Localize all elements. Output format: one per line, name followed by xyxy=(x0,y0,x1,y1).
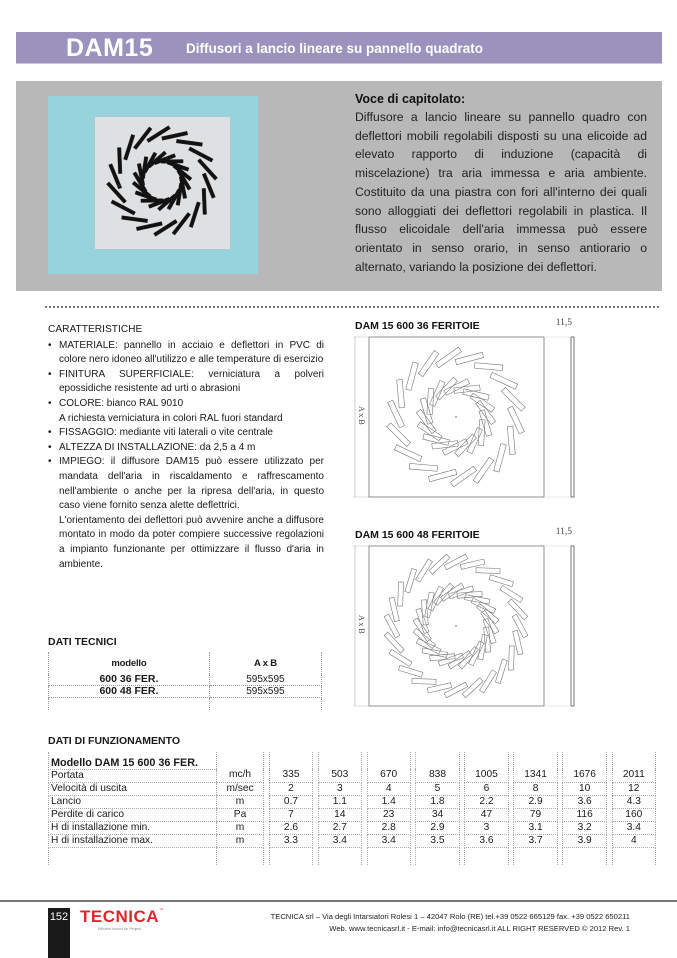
value-cell: 160 xyxy=(612,808,655,821)
deflector-slot xyxy=(495,659,507,683)
deflector-slot xyxy=(430,380,445,406)
value-cell: 3.5 xyxy=(416,834,459,847)
technical-drawing xyxy=(351,336,581,516)
func-data-title: DATI DI FUNZIONAMENTO xyxy=(48,735,181,747)
deflector-slot xyxy=(467,427,482,453)
value-cell: 5 xyxy=(416,782,459,795)
table-row xyxy=(49,821,656,834)
value-cell: 1.1 xyxy=(318,795,361,808)
row-label: H di installazione max. xyxy=(49,834,217,847)
feature-item: • IMPIEGO: il diffusore DAM15 può essere utilizzato per mandata dell'aria in riscaldamento e raffrescamento nell'ambiente o anche per la ripresa dell'aria, in questo caso viene fornito senza alette deflettrici. xyxy=(48,455,324,513)
deflector-slot xyxy=(398,665,422,677)
value-cell: 4 xyxy=(612,834,655,847)
value-cell: 7 xyxy=(269,808,312,821)
value-cell: 3.2 xyxy=(563,821,606,834)
table-row xyxy=(49,795,656,808)
value-cell: 3.4 xyxy=(612,821,655,834)
center-point xyxy=(455,625,457,627)
deflector-slot xyxy=(416,409,436,433)
deflector-slot xyxy=(406,362,419,390)
deflector-slot xyxy=(121,216,147,223)
value-cell: 335 xyxy=(269,769,312,782)
feature-item: • COLORE: bianco RAL 9010 xyxy=(48,397,324,412)
feature-item: • FINITURA SUPERFICIALE: verniciatura a polveri epossidiche resistente ad urti o abrasioni xyxy=(48,368,324,397)
value-cell: 2.8 xyxy=(367,821,410,834)
deflector-slot xyxy=(508,646,514,670)
table-row xyxy=(49,674,322,686)
deflector-slot xyxy=(427,388,434,414)
features-section xyxy=(48,323,324,572)
spec-box xyxy=(355,92,647,276)
address-line: TECNICA srl – Via degli Intarsiatori Rolesi 1 – 42047 Rolo (RE) tel.+39 0522 665129 fax. +39 0522 650211 xyxy=(270,912,630,921)
title-bar xyxy=(16,32,662,64)
feature-note: L'orientamento dei deflettori può avvenire anche a diffusore montato in modo da poter compiere successive regolazioni a impianto funzionante per ottimizzare il flusso d'aria in ambiente. xyxy=(59,514,324,570)
value-cell: 670 xyxy=(367,769,410,782)
value-cell: 3.7 xyxy=(514,834,557,847)
section-divider xyxy=(45,306,659,308)
deflector-slot xyxy=(136,222,162,231)
center-point xyxy=(455,416,457,418)
value-cell: 3.6 xyxy=(563,795,606,808)
value-cell: 2 xyxy=(269,782,312,795)
feature-note: A richiesta verniciatura in colori RAL fuori standard xyxy=(59,412,283,424)
value-cell: 1676 xyxy=(563,769,606,782)
deflector-slot xyxy=(162,131,188,140)
deflector-slot xyxy=(448,651,471,669)
table-row xyxy=(49,686,322,698)
value-cell: 116 xyxy=(563,808,606,821)
value-cell: 2.2 xyxy=(465,795,508,808)
unit-cell: m xyxy=(216,821,263,834)
table-row xyxy=(49,834,656,847)
value-cell: 2.6 xyxy=(269,821,312,834)
value-cell: 1.4 xyxy=(367,795,410,808)
unit-cell: m/sec xyxy=(216,782,263,795)
diffuser-panel-image xyxy=(95,117,230,249)
deflector-slot xyxy=(412,678,436,684)
footer-divider xyxy=(0,900,677,902)
spec-text: Diffusore a lancio lineare su pannello quadro con deflettori mobili regolabili disposti su una elicoide ad elevato rapporto di induzione (capacità di miscelazione) tra aria immessa e aria ambiente. Costituito da una piastra con fori all'interno dei quali sono alloggiati dei deflettori regolabili in plastica. Il flusso elicoidale dell'aria immessa può essere orientato in senso orario, in senso antiorario o alternato, variando la posizione dei deflettori. xyxy=(355,110,647,274)
deflector-slot xyxy=(512,614,528,638)
value-cell: 3.4 xyxy=(367,834,410,847)
row-label: Lancio xyxy=(49,795,217,808)
value-cell: 8 xyxy=(514,782,557,795)
row-label: Perdite di carico xyxy=(49,808,217,821)
technical-drawing xyxy=(351,545,581,725)
features-list xyxy=(48,339,324,573)
dimension-cell: 595x595 xyxy=(209,686,321,698)
table-row xyxy=(49,782,656,795)
deflector-slot xyxy=(413,618,431,641)
hero-section xyxy=(16,81,662,291)
deflector-slot xyxy=(474,363,502,371)
column-header: modello xyxy=(49,652,210,674)
model-label: Modello DAM 15 600 36 FER. xyxy=(49,752,217,769)
logo-text: TECNICA xyxy=(80,907,160,926)
func-data-table xyxy=(48,752,656,865)
deflector-slot xyxy=(476,400,496,424)
deflector-slot xyxy=(384,614,400,638)
value-cell: 1005 xyxy=(465,769,508,782)
value-cell: 10 xyxy=(563,782,606,795)
value-cell: 3.6 xyxy=(465,834,508,847)
diffuser-photo-illustration xyxy=(95,117,230,249)
deflector-slot xyxy=(197,159,217,181)
value-cell: 3.4 xyxy=(318,834,361,847)
deflector-slot xyxy=(470,393,495,412)
deflector-slot xyxy=(425,592,435,617)
deflector-slot xyxy=(405,568,417,592)
deflector-slot xyxy=(394,445,422,462)
deflector-slot xyxy=(489,575,513,587)
value-cell: 47 xyxy=(465,808,508,821)
value-cell: 3.1 xyxy=(514,821,557,834)
deflector-slot xyxy=(389,650,412,667)
deflector-slot xyxy=(480,670,497,693)
row-label: Velocità di uscita xyxy=(49,782,217,795)
deflector-slot xyxy=(398,582,404,606)
model-cell: 600 36 FER. xyxy=(49,674,210,686)
column-header: A x B xyxy=(209,652,321,674)
feature-item: • MATERIALE: pannello in acciaio e deflettori in PVC di colore nero idoneo all'utilizzo e alle temperature di esercizio xyxy=(48,339,324,368)
product-photo xyxy=(48,96,258,274)
feature-item: • ALTEZZA DI INSTALLAZIONE: da 2,5 a 4 m xyxy=(48,441,324,456)
unit-cell: Pa xyxy=(216,808,263,821)
table-header-row xyxy=(49,752,656,769)
value-cell: 838 xyxy=(416,769,459,782)
deflector-slot xyxy=(422,648,447,658)
deflector-slot xyxy=(440,583,463,601)
deflector-slot xyxy=(106,182,126,204)
deflector-slot xyxy=(124,134,135,160)
value-cell: 4 xyxy=(367,782,410,795)
thickness-dimension: 11,5 xyxy=(555,527,572,537)
value-cell: 503 xyxy=(318,769,361,782)
deflector-slot xyxy=(397,380,405,408)
unit-cell: mc/h xyxy=(216,769,263,782)
deflector-slot xyxy=(500,586,523,603)
deflector-slot xyxy=(494,444,507,472)
table-row xyxy=(49,808,656,821)
deflector-slot xyxy=(417,422,442,441)
tecnica-logo xyxy=(80,907,163,931)
value-cell: 3 xyxy=(318,782,361,795)
deflector-slot xyxy=(481,610,499,633)
side-dimension-label: A x B xyxy=(357,406,366,425)
unit-cell: m xyxy=(216,834,263,847)
value-cell: 79 xyxy=(514,808,557,821)
deflector-slot xyxy=(202,188,207,214)
feature-item: • FISSAGGIO: mediante viti laterali o vite centrale xyxy=(48,426,324,441)
deflector-slot xyxy=(490,372,518,389)
unit-cell: m xyxy=(216,795,263,808)
value-cell: 4.3 xyxy=(612,795,655,808)
value-cell: 6 xyxy=(465,782,508,795)
table-row xyxy=(49,769,656,782)
value-cell: 3.9 xyxy=(563,834,606,847)
deflector-slot xyxy=(176,139,202,146)
drawing-title: DAM 15 600 48 FERITOIE xyxy=(355,529,480,541)
page-number: 152 xyxy=(48,908,70,958)
product-code: DAM15 xyxy=(66,34,154,62)
deflector-slot xyxy=(463,389,490,400)
value-cell: 23 xyxy=(367,808,410,821)
deflector-slot xyxy=(478,420,485,446)
deflector-slot xyxy=(476,568,500,574)
value-cell: 1341 xyxy=(514,769,557,782)
value-cell: 12 xyxy=(612,782,655,795)
deflector-slot xyxy=(416,559,433,582)
model-cell: 600 48 FER. xyxy=(49,686,210,698)
value-cell: 1.8 xyxy=(416,795,459,808)
drawing-title: DAM 15 600 36 FERITOIE xyxy=(355,320,480,332)
deflector-slot xyxy=(423,434,450,445)
deflector-slot xyxy=(189,202,200,228)
company-info xyxy=(271,911,630,935)
deflector-slot xyxy=(464,595,489,605)
row-label: Portata xyxy=(49,769,217,782)
deflector-slot xyxy=(444,682,468,698)
deflector-slot xyxy=(478,634,488,659)
value-cell: 3 xyxy=(465,821,508,834)
side-profile xyxy=(571,546,574,706)
drawing-36-slots xyxy=(355,320,580,520)
deflector-slot xyxy=(444,554,468,570)
trademark-symbol: ™ xyxy=(159,907,163,912)
tech-data-title: DATI TECNICI xyxy=(48,636,117,648)
value-cell: 2.9 xyxy=(416,821,459,834)
value-cell: 3.3 xyxy=(269,834,312,847)
dimension-cell: 595x595 xyxy=(209,674,321,686)
thickness-dimension: 11,5 xyxy=(555,318,572,328)
product-description: Diffusori a lancio lineare su pannello quadrato xyxy=(186,41,484,56)
deflector-slot xyxy=(117,148,122,174)
value-cell: 14 xyxy=(318,808,361,821)
features-title: CARATTERISTICHE xyxy=(48,324,143,335)
value-cell: 2011 xyxy=(612,769,655,782)
value-cell: 2.7 xyxy=(318,821,361,834)
web-line: Web. www.tecnicasrl.it - E-mail: info@tecnicasrl.it ALL RIGHT RESERVED © 2012 Rev. 1 xyxy=(329,924,630,933)
drawing-48-slots xyxy=(355,529,580,729)
deflector-slot xyxy=(409,463,437,471)
row-label: H di installazione min. xyxy=(49,821,217,834)
side-dimension-label: A x B xyxy=(357,615,366,634)
tech-data-table xyxy=(48,652,322,710)
spec-title: Voce di capitolato: xyxy=(355,92,466,106)
value-cell: 2.9 xyxy=(514,795,557,808)
value-cell: 0.7 xyxy=(269,795,312,808)
deflector-slot xyxy=(507,426,515,454)
logo-tagline: Efficient Indoor Air Project xyxy=(97,927,142,931)
side-profile xyxy=(571,337,574,497)
value-cell: 34 xyxy=(416,808,459,821)
